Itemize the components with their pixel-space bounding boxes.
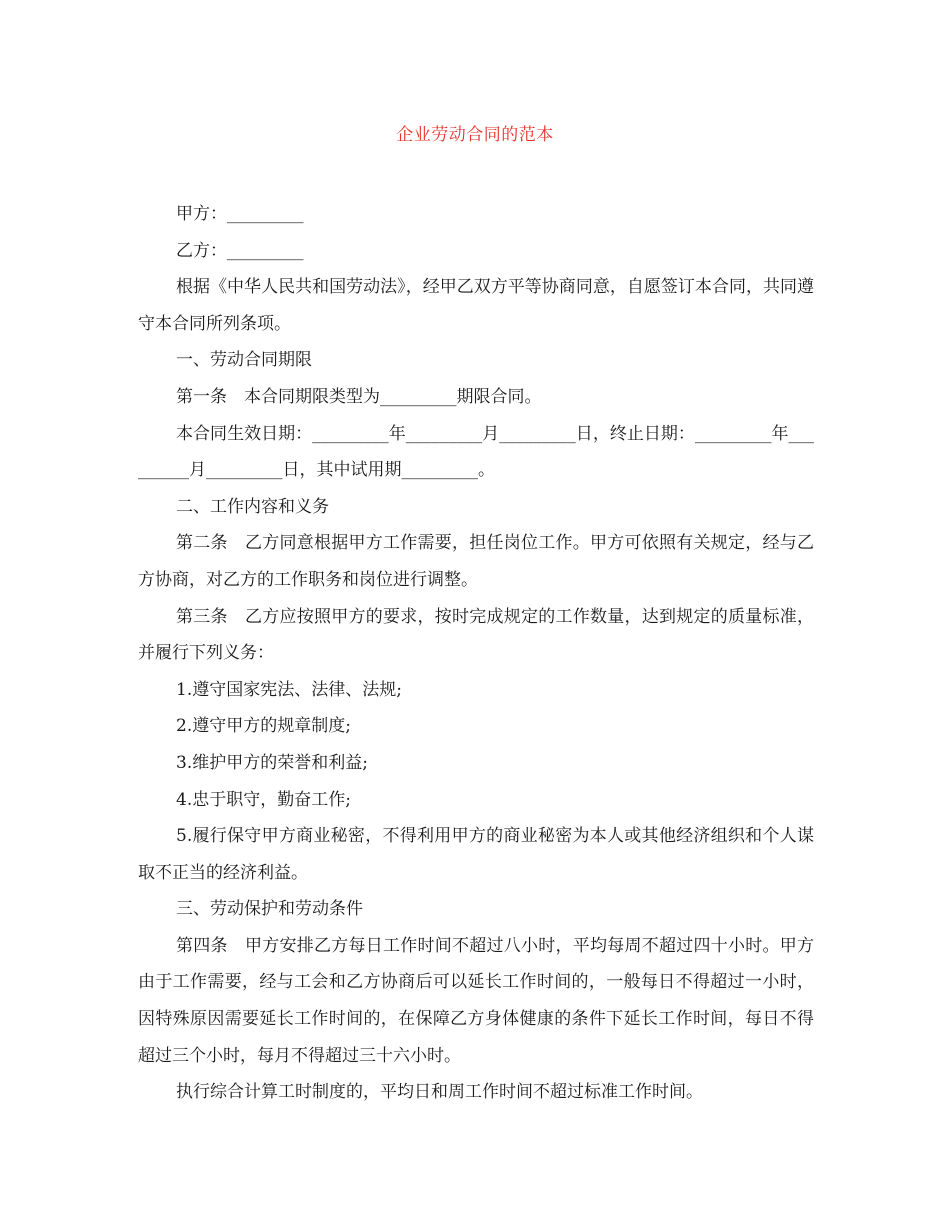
obligation-item-5: 5.履行保守甲方商业秘密，不得利用甲方的商业秘密为本人或其他经济组织和个人谋取不正当的经济利益。 [138,826,814,883]
effective-date-paragraph: 本合同生效日期：_________年_________月_________日，终止日期：_________年_________月_________日，其中试用期_________。 [138,423,814,481]
obligation-item-4: 4.忠于职守，勤奋工作; [176,789,351,810]
document-title: 企业劳动合同的范本 [396,125,554,145]
section-heading-3: 三、劳动保护和劳动条件 [176,899,363,920]
preamble-paragraph: 根据《中华人民共和国劳动法》，经甲乙双方平等协商同意，自愿签订本合同，共同遵守本合同所列条项。 [138,277,814,334]
article-2: 第二条 乙方同意根据甲方工作需要，担任岗位工作。甲方可依照有关规定，经与乙方协商，对乙方的工作职务和岗位进行调整。 [138,533,814,590]
obligation-item-1: 1.遵守国家宪法、法律、法规; [176,679,402,700]
document-body [138,196,814,1111]
working-hours-paragraph: 执行综合计算工时制度的，平均日和周工作时间不超过标准工作时间。 [176,1082,703,1103]
article-4: 第四条 甲方安排乙方每日工作时间不超过八小时，平均每周不超过四十小时。甲方由于工作需要，经与工会和乙方协商后可以延长工作时间的，一般每日不得超过一小时，因特殊原因需要延长工作时间的，在保障乙方身体健康的条件下延长工作时间，每日不得超过三个小时，每月不得超过三十六小时。 [138,935,814,1066]
party-b-line: 乙方：_________ [176,240,304,261]
section-heading-2: 二、工作内容和义务 [176,496,329,517]
obligation-item-2: 2.遵守甲方的规章制度; [176,716,351,737]
article-3: 第三条 乙方应按照甲方的要求，按时完成规定的工作数量，达到规定的质量标准，并履行下列义务： [138,606,814,664]
section-heading-1: 一、劳动合同期限 [176,350,312,371]
article-1: 第一条 本合同期限类型为_________期限合同。 [176,386,542,407]
obligation-item-3: 3.维护甲方的荣誉和利益; [176,752,368,773]
party-a-line: 甲方：_________ [176,204,304,224]
